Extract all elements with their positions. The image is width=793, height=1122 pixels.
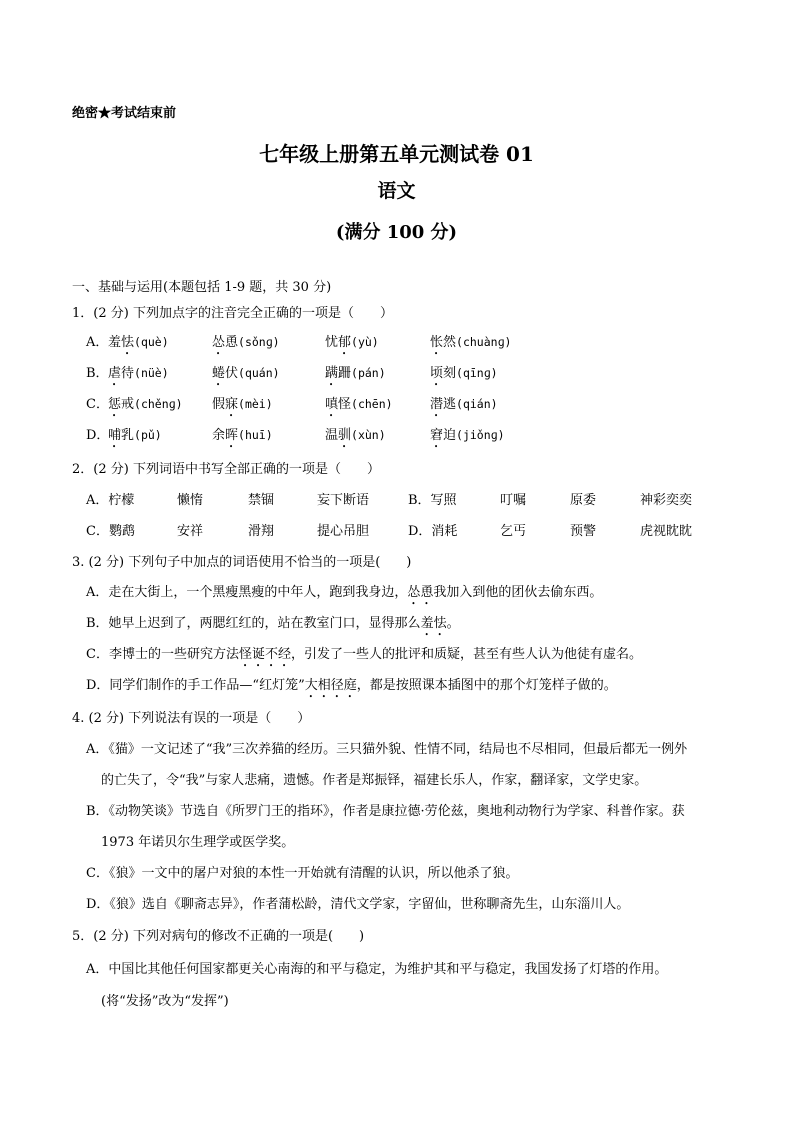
pinyin: (mèi): [238, 397, 273, 411]
pinyin: (pán): [351, 366, 386, 380]
word-part: 怪: [338, 397, 352, 412]
question-4-option-b-cont: 1973 年诺贝尔生理学或医学奖。: [101, 835, 295, 850]
question-4-option-b: B．《动物笑谈》节选自《所罗门王的指环》，作者是康拉德·劳伦兹，奥地利动物行为学家、科普作家。获: [86, 804, 685, 819]
pinyin: (chēn): [351, 397, 393, 411]
word-option: D．消耗: [408, 524, 458, 539]
pinyin: (què): [134, 335, 169, 349]
option-text: ，引发了一些人的批评和质疑，甚至有些人认为他徒有虚名。: [290, 647, 642, 662]
dotted-char: 潜: [430, 397, 444, 412]
question-5-stem: 5．(2 分) 下列对病句的修改不正确的一项是( ): [72, 929, 365, 944]
option-letter: B．: [86, 366, 109, 381]
pinyin: (qián): [456, 397, 498, 411]
dotted-char: 虐: [108, 366, 122, 381]
pinyin-item: [212, 331, 280, 358]
pinyin-item: [108, 424, 162, 451]
question-5-option-a: A．中国比其他任何国家都更关心南海的和平与稳定，为维护其和平与稳定，我国发扬了灯塔的作用。: [86, 962, 668, 977]
pinyin-item: [430, 424, 505, 451]
word-part: 假: [212, 397, 226, 412]
dotted-char: 郁: [338, 335, 352, 350]
word-part: 戒: [121, 397, 135, 412]
word-part: 羞: [108, 335, 122, 350]
dotted-word: 怪诞不经: [238, 647, 291, 662]
word-option: 神彩奕奕: [640, 493, 693, 508]
pinyin-item: [430, 393, 498, 420]
word-option: C．鹦鹉: [86, 524, 135, 539]
dotted-char: 驯: [338, 428, 352, 443]
dotted-word: 怂恿: [407, 585, 434, 600]
option-letter: D．: [86, 428, 110, 443]
word-option: 提心吊胆: [317, 524, 370, 539]
pinyin-item: [325, 393, 393, 420]
pinyin: (sǒnɡ): [238, 335, 280, 349]
pinyin-item: [108, 362, 169, 389]
pinyin: (qīnɡ): [456, 366, 498, 380]
word-option: A．柠檬: [86, 493, 135, 508]
word-option: 滑翔: [248, 524, 275, 539]
word-part: 刻: [443, 366, 457, 381]
option-text: D．同学们制作的手工作品—“红灯笼”: [86, 678, 305, 693]
dotted-char: 嗔: [325, 397, 339, 412]
dotted-word: 大相径庭: [304, 678, 357, 693]
option-letter: A．: [86, 335, 109, 350]
word-option: 原委: [570, 493, 597, 508]
pinyin: (huī): [238, 428, 273, 442]
dotted-char: 寐: [225, 397, 239, 412]
dotted-word: 羞怯: [420, 616, 447, 631]
option-letter: C．: [86, 397, 109, 412]
pinyin-item: [108, 393, 183, 420]
word-part: 跚: [338, 366, 352, 381]
section-heading: 一、基础与运用(本题包括 1-9 题，共 30 分): [72, 280, 332, 295]
word-option: 乞丐: [500, 524, 527, 539]
confidential-label: 绝密★考试结束前: [72, 106, 177, 121]
word-part: 乳: [121, 428, 135, 443]
question-4-option-c: C．《狼》一文中的屠户对狼的本性一开始就有清醒的认识，所以他杀了狼。: [86, 866, 519, 881]
option-text: 我加入到他的团伙去偷东西。: [433, 585, 603, 600]
word-part: 恿: [225, 335, 239, 350]
word-part: 迫: [443, 428, 457, 443]
word-option: 叮嘱: [500, 493, 527, 508]
word-part: 忧: [325, 335, 339, 350]
word-part: 待: [121, 366, 135, 381]
word-part: 伏: [225, 366, 239, 381]
word-option: 妄下断语: [317, 493, 370, 508]
question-4-option-a: A．《猫》一文记述了“我”三次养猫的经历。三只猫外貌、性情不同，结局也不尽相同，但最后都无一例外: [86, 742, 688, 757]
question-1-stem: 1．(2 分) 下列加点字的注音完全正确的一项是（ ）: [72, 306, 393, 321]
pinyin-item: [325, 362, 386, 389]
option-text: C．李博士的一些研究方法: [86, 647, 239, 662]
word-part: 余: [212, 428, 226, 443]
pinyin: (xùn): [351, 428, 386, 442]
question-3-option-d: [86, 674, 617, 701]
word-option: 懒惰: [177, 493, 204, 508]
dotted-char: 蜷: [212, 366, 226, 381]
question-4-stem: 4. (2 分) 下列说法有误的一项是（ ）: [72, 711, 311, 726]
pinyin: (jiǒnɡ): [456, 428, 505, 442]
word-option: 虎视眈眈: [640, 524, 693, 539]
pinyin: (pǔ): [134, 428, 162, 442]
word-option: 安祥: [177, 524, 204, 539]
dotted-char: 晖: [225, 428, 239, 443]
pinyin: (nüè): [134, 366, 169, 380]
question-5-option-a-cont: (将“发扬”改为“发挥”): [101, 994, 229, 1009]
word-option: 预警: [570, 524, 597, 539]
word-option: 禁锢: [248, 493, 275, 508]
pinyin: (quán): [238, 366, 280, 380]
word-option: B．写照: [408, 493, 457, 508]
dotted-char: 怂: [212, 335, 226, 350]
pinyin: (chuànɡ): [456, 335, 512, 349]
pinyin-item: [108, 331, 169, 358]
option-text: B．她早上迟到了，两腮红红的，站在教室门口，显得那么: [86, 616, 421, 631]
pinyin: (chěnɡ): [134, 397, 183, 411]
dotted-char: 窘: [430, 428, 444, 443]
pinyin-item: [325, 331, 379, 358]
dotted-char: 惩: [108, 397, 122, 412]
question-4-option-a-cont: 的亡失了，令“我”与家人悲痛，遗憾。作者是郑振铎，福建长乐人，作家，翻译家，文学史家。: [101, 773, 648, 788]
question-4-option-d: D．《狼》选自《聊斋志异》，作者蒲松龄，清代文学家，字留仙，世称聊斋先生，山东淄川人。: [86, 897, 630, 912]
pinyin-item: [212, 393, 273, 420]
word-part: 温: [325, 428, 339, 443]
dotted-char: 怯: [121, 335, 135, 350]
subject-title: 语文: [377, 180, 416, 202]
dotted-char: 顷: [430, 366, 444, 381]
word-part: 然: [443, 335, 457, 350]
option-text: ，都是按照课本插图中的那个灯笼样子做的。: [356, 678, 617, 693]
word-part: 逃: [443, 397, 457, 412]
pinyin: (yù): [351, 335, 379, 349]
option-text: 。: [446, 616, 460, 631]
full-score-label: (满分 100 分): [335, 222, 458, 243]
pinyin-item: [430, 331, 511, 358]
question-3-stem: 3. (2 分) 下列句子中加点的词语使用不恰当的一项是( ): [72, 555, 412, 570]
exam-title: 七年级上册第五单元测试卷 01: [259, 142, 534, 166]
option-text: A．走在大街上，一个黑瘦黑瘦的中年人，跑到我身边，: [86, 585, 408, 600]
dotted-char: 蹒: [325, 366, 339, 381]
pinyin-item: [212, 424, 273, 451]
pinyin-item: [212, 362, 280, 389]
pinyin-item: [325, 424, 386, 451]
dotted-char: 怅: [430, 335, 444, 350]
question-2-stem: 2．(2 分) 下列词语中书写全部正确的一项是（ ）: [72, 462, 380, 477]
question-3-option-c: [86, 643, 642, 670]
dotted-char: 哺: [108, 428, 122, 443]
question-3-option-b: [86, 612, 460, 639]
pinyin-item: [430, 362, 498, 389]
question-3-option-a: [86, 581, 602, 608]
